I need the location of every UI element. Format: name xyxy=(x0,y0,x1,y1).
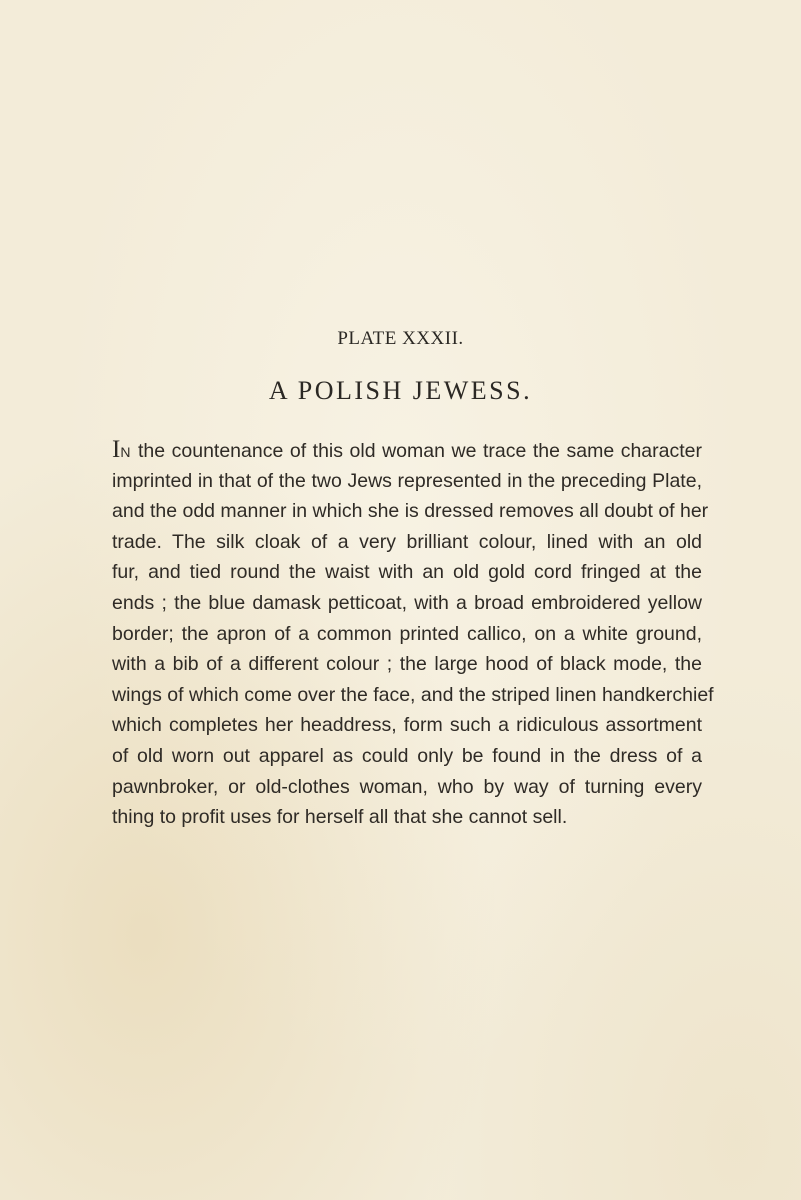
text-line: and the odd manner in which she is dressed removes all doubt of her xyxy=(112,500,709,523)
text-line: fur, and tied round the waist with an old gold cord fringed at the xyxy=(112,561,702,584)
text-line: ends ; the blue damask petticoat, with a broad embroidered yellow xyxy=(112,591,702,614)
initial-word-rest: n xyxy=(120,440,132,462)
plate-number: PLATE XXXII. xyxy=(337,328,464,349)
text-line-content: the countenance of this old woman we trace the same character xyxy=(131,440,702,462)
text-line: border; the apron of a common printed callico, on a white ground, xyxy=(112,622,702,645)
text-line: pawnbroker, or old-clothes woman, who by way of turning every xyxy=(112,775,702,798)
text-line-last: thing to profit uses for herself all that she cannot sell. xyxy=(112,806,568,829)
plate-title: A POLISH JEWESS. xyxy=(268,376,533,405)
text-line: with a bib of a different colour ; the large hood of black mode, the xyxy=(112,653,702,676)
description-paragraph xyxy=(112,435,714,833)
text-line: imprinted in that of the two Jews represented in the preceding Plate, xyxy=(112,469,702,492)
initial-letter: I xyxy=(112,436,121,463)
text-line: of old worn out apparel as could only be found in the dress of a xyxy=(112,744,702,767)
text-line: wings of which come over the face, and the striped linen handkerchief xyxy=(112,683,714,706)
text-line xyxy=(112,435,702,466)
text-line: trade. The silk cloak of a very brilliant colour, lined with an old xyxy=(112,530,702,553)
text-line: which completes her headdress, form such a ridiculous assortment xyxy=(112,714,702,737)
